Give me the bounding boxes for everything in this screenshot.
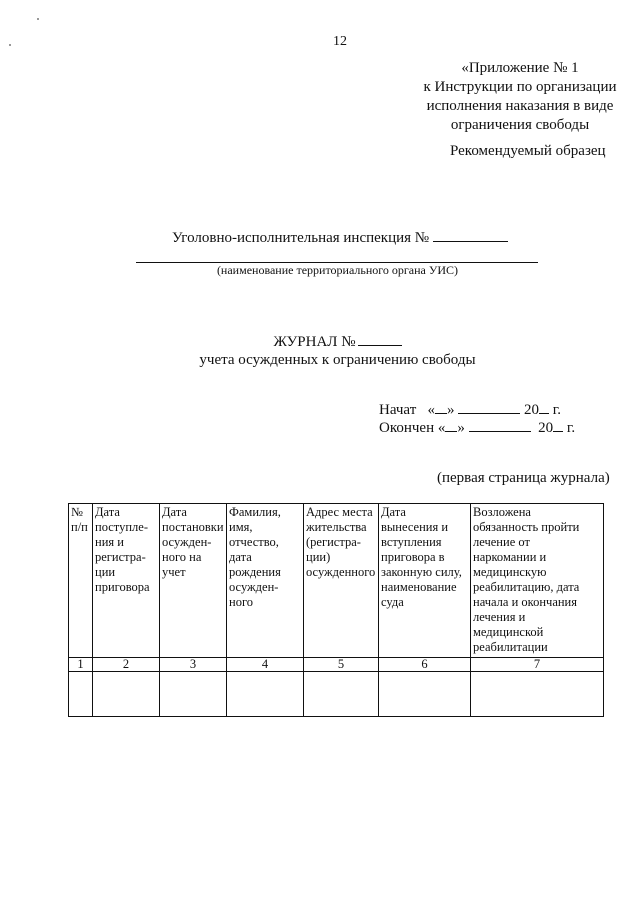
header-cell-sentence-date: Дата вынесения и вступления приговора в законную силу, наименование суда xyxy=(379,504,471,658)
started-year-suffix: г. xyxy=(552,402,561,418)
started-label: Начат xyxy=(379,402,417,418)
table-cell xyxy=(160,672,227,717)
journal-subtitle: учета осужденных к ограничению свободы xyxy=(199,352,476,368)
journal-title-text: ЖУРНАЛ № xyxy=(273,334,356,350)
header-cell-registration-date: Дата постановки осужден- ного на учет xyxy=(160,504,227,658)
finished-year-suffix: г. xyxy=(566,420,576,436)
column-number-cell: 1 xyxy=(69,658,93,672)
scan-speck xyxy=(37,18,39,20)
header-cell-number: № п/п xyxy=(69,504,93,658)
table-cell xyxy=(227,672,304,717)
appendix-line: ограничения свободы xyxy=(450,117,590,133)
inspection-line xyxy=(172,229,508,247)
journal-table xyxy=(68,503,604,717)
started-year-blank xyxy=(539,401,549,414)
column-number-row xyxy=(69,658,604,672)
header-cell-receipt-date: Дата поступле- ния и регистра- ции приговора xyxy=(93,504,160,658)
journal-title xyxy=(0,333,640,351)
finished-day-blank xyxy=(445,419,457,432)
journal-number-blank xyxy=(358,333,402,346)
appendix-line: к Инструкции по организации xyxy=(423,79,617,95)
territorial-organ-caption: (наименование территориального органа УИС) xyxy=(216,263,459,277)
finished-line xyxy=(379,419,575,437)
header-cell-full-name: Фамилия, имя, отчество, дата рождения осужден- ного xyxy=(227,504,304,658)
started-open-quote: « xyxy=(427,402,436,418)
recommended-sample-label: Рекомендуемый образец xyxy=(450,143,606,159)
header-cell-treatment: Возложена обязанность пройти лечение от наркомании и медицинскую реабилитацию, дата начала и окончания лечения и медицинской реабилитации xyxy=(471,504,604,658)
column-number-cell: 2 xyxy=(93,658,160,672)
inspection-label: Уголовно-исполнительная инспекция № xyxy=(172,230,430,246)
table-cell xyxy=(471,672,604,717)
table-row xyxy=(69,672,604,717)
page-number: 12 xyxy=(333,34,347,49)
table-cell xyxy=(379,672,471,717)
column-number-cell: 3 xyxy=(160,658,227,672)
started-day-blank xyxy=(435,401,447,414)
started-line xyxy=(379,401,561,419)
first-page-note: (первая страница журнала) xyxy=(437,470,610,486)
finished-label: Окончен xyxy=(379,420,435,436)
table-cell xyxy=(304,672,379,717)
started-year-prefix: 20 xyxy=(524,402,540,418)
appendix-header xyxy=(395,59,640,135)
column-number-cell: 4 xyxy=(227,658,304,672)
table-cell xyxy=(69,672,93,717)
finished-close-quote: » xyxy=(457,420,465,436)
finished-open-quote: « xyxy=(437,420,446,436)
finished-year-prefix: 20 xyxy=(538,420,554,436)
finished-year-blank xyxy=(553,419,563,432)
appendix-line: «Приложение № 1 xyxy=(461,60,579,76)
inspection-number-blank xyxy=(433,229,508,242)
finished-month-blank xyxy=(469,419,531,432)
started-month-blank xyxy=(458,401,520,414)
appendix-line: исполнения наказания в виде xyxy=(426,98,614,114)
header-cell-address: Адрес места жительства (регистра- ции) осужденного xyxy=(304,504,379,658)
column-number-cell: 7 xyxy=(471,658,604,672)
started-close-quote: » xyxy=(447,402,455,418)
table-header-row xyxy=(69,504,604,658)
column-number-cell: 5 xyxy=(304,658,379,672)
table-cell xyxy=(93,672,160,717)
column-number-cell: 6 xyxy=(379,658,471,672)
